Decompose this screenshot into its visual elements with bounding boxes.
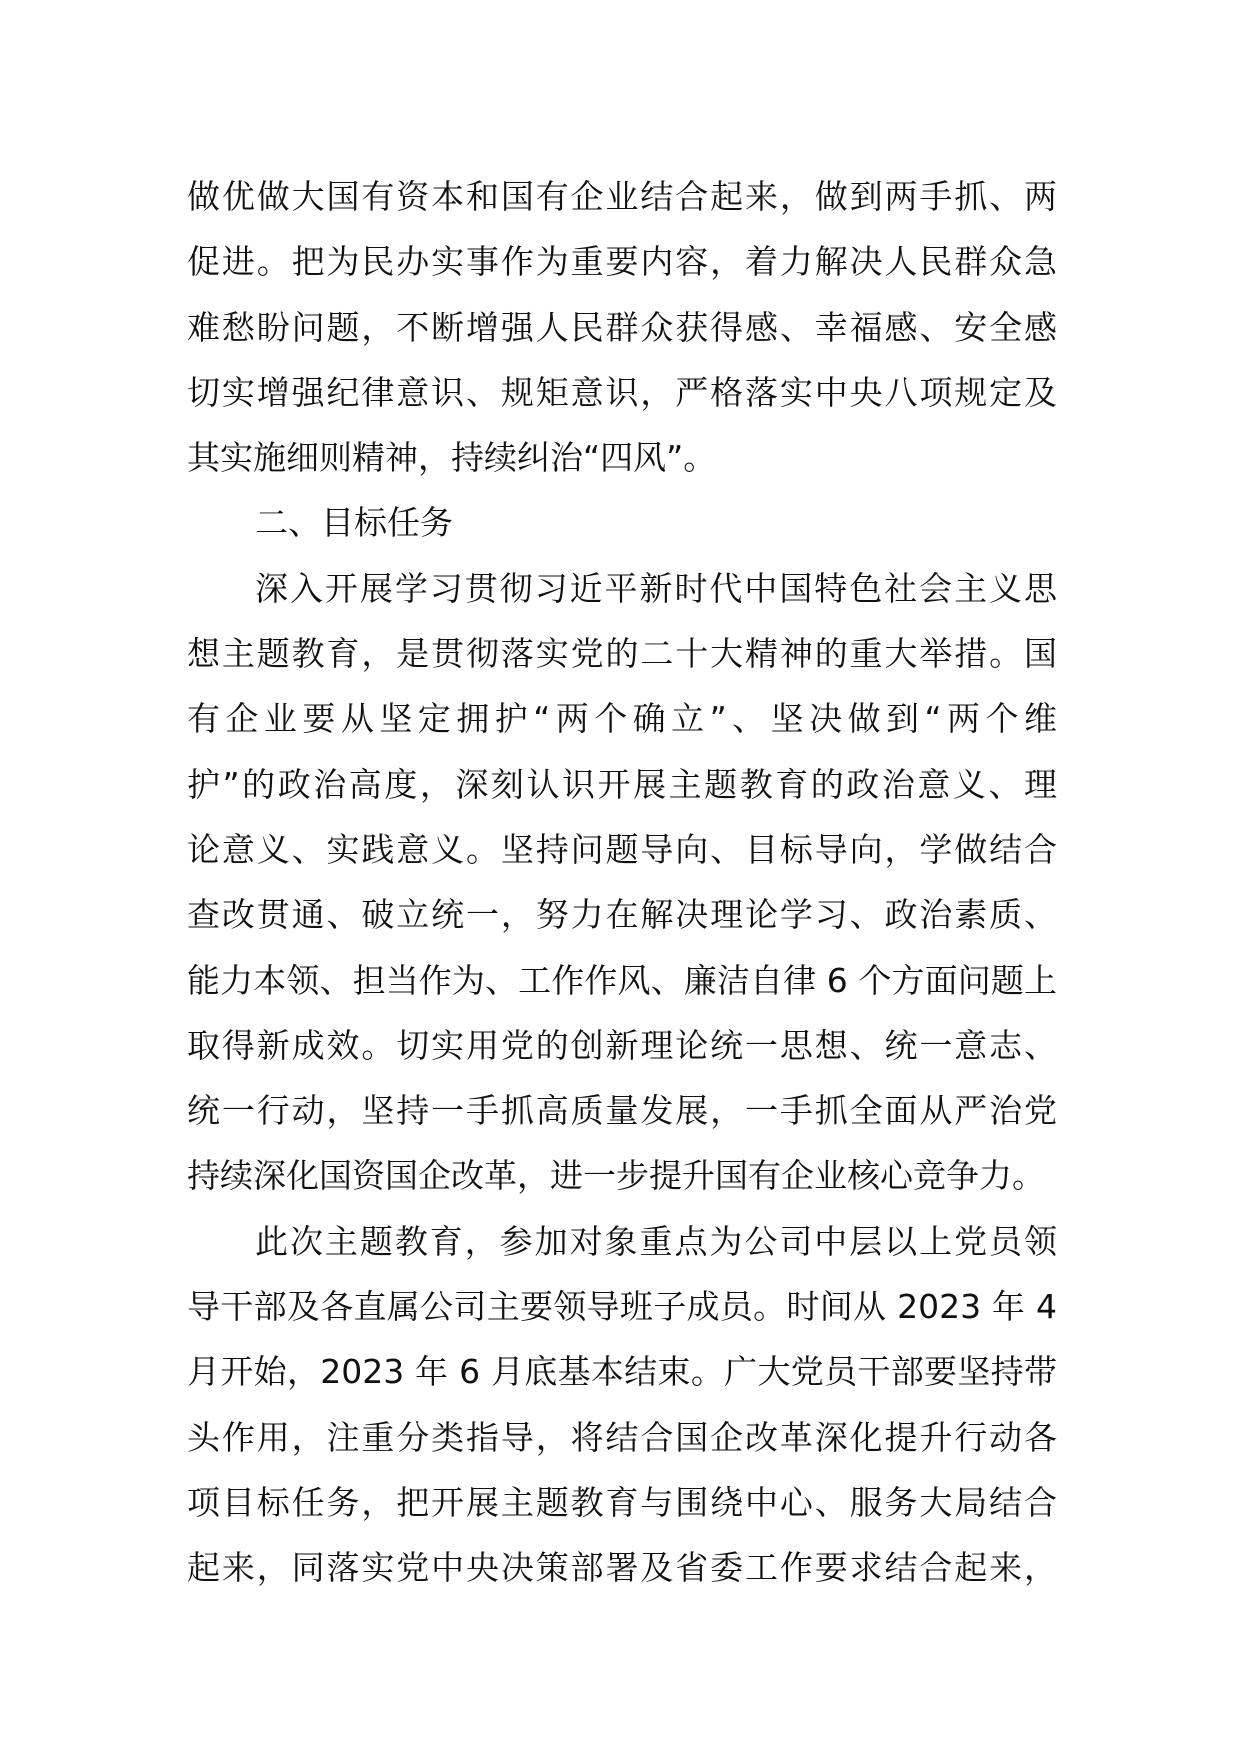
- text-line: 难愁盼问题，不断增强人民群众获得感、幸福感、安全感: [187, 307, 1057, 347]
- body-text: [187, 164, 1057, 1601]
- text-line: 月开始，2023 年 6 月底基本结束。广大党员干部要坚持带: [187, 1352, 1057, 1392]
- text-line: 有企业要从坚定拥护“两个确立”、坚决做到“两个维: [187, 699, 1057, 739]
- text-line: 其实施细则精神，持续纠治“四风”。: [187, 438, 717, 478]
- text-line: 此次主题教育，参加对象重点为公司中层以上党员领: [255, 1221, 1057, 1261]
- text-line: 统一行动，坚持一手抓高质量发展，一手抓全面从严治党: [187, 1091, 1057, 1131]
- text-line: 论意义、实践意义。坚持问题导向、目标导向，学做结合: [187, 829, 1057, 869]
- text-line: 促进。把为民办实事作为重要内容，着力解决人民群众急: [187, 242, 1057, 282]
- text-line: 导干部及各直属公司主要领导班子成员。时间从 2023 年 4: [187, 1287, 1057, 1327]
- text-line: 取得新成效。切实用党的创新理论统一思想、统一意志、: [187, 1025, 1057, 1065]
- text-line: 起来，同落实党中央决策部署及省委工作要求结合起来，: [187, 1548, 1057, 1588]
- text-line: 项目标任务，把开展主题教育与围绕中心、服务大局结合: [187, 1482, 1057, 1522]
- text-line: 查改贯通、破立统一，努力在解决理论学习、政治素质、: [187, 895, 1057, 935]
- text-line: 能力本领、担当作为、工作作风、廉洁自律 6 个方面问题上: [187, 960, 1057, 1000]
- section-heading: 二、目标任务: [255, 503, 453, 543]
- text-line: 做优做大国有资本和国有企业结合起来，做到两手抓、两: [187, 177, 1057, 216]
- text-line: 护”的政治高度，深刻认识开展主题教育的政治意义、理: [187, 764, 1057, 804]
- text-line: 想主题教育，是贯彻落实党的二十大精神的重大举措。国: [187, 634, 1057, 674]
- text-line: 持续深化国资国企改革，进一步提升国有企业核心竞争力。: [187, 1156, 1045, 1196]
- text-line: 切实增强纪律意识、规矩意识，严格落实中央八项规定及: [187, 372, 1057, 412]
- text-line: 深入开展学习贯彻习近平新时代中国特色社会主义思: [255, 568, 1057, 608]
- text-line: 头作用，注重分类指导，将结合国企改革深化提升行动各: [187, 1417, 1057, 1457]
